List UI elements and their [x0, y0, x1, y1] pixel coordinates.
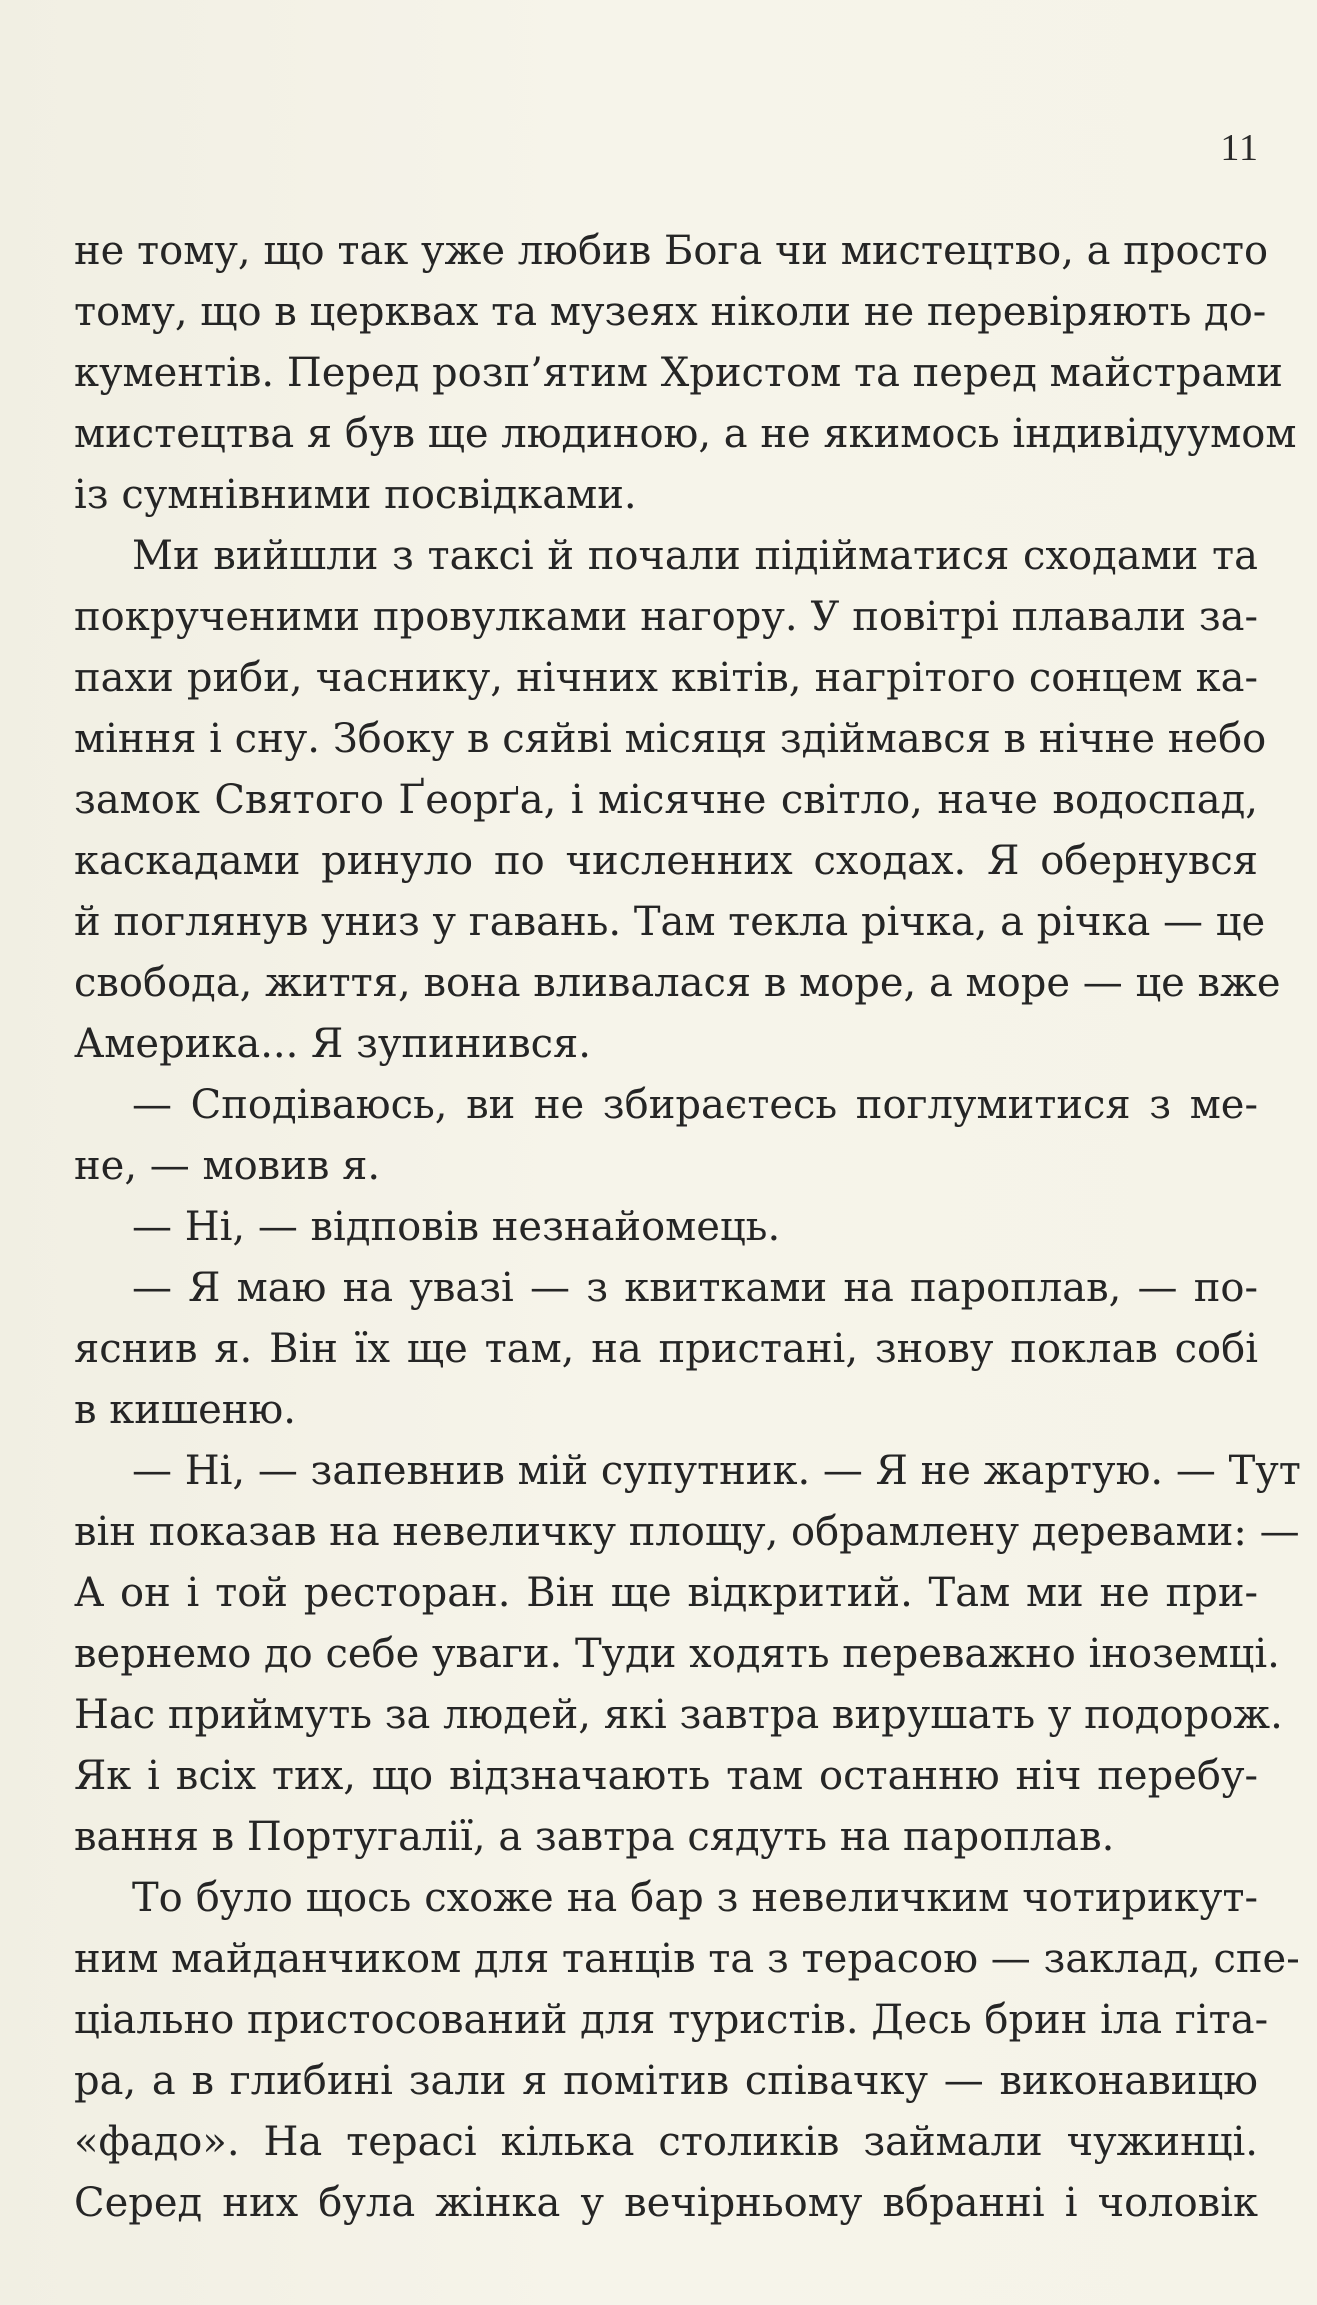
body-text — [74, 221, 1301, 2234]
text-line: мистецтва я був ще людиною, а не якимось індивідуумом — [74, 411, 1297, 457]
text-line: ним майданчиком для танців та з терасою — заклад, спе- — [74, 1936, 1300, 1982]
text-line: із сумнівними посвідками. — [74, 472, 637, 518]
text-line: Америка... Я зупинився. — [74, 1021, 591, 1067]
page-number: 11 — [1220, 127, 1259, 169]
text-line: — Ні, — запевнив мій супутник. — Я не жартую. — Тут — [132, 1448, 1301, 1494]
text-line: — Ні, — відповів незнайомець. — [132, 1204, 781, 1250]
text-line: в кишеню. — [74, 1387, 296, 1433]
text-line: ра, а в глибині зали я помітив співачку — виконавицю — [74, 2058, 1258, 2104]
text-line: яснив я. Він їх ще там, на пристані, знову поклав собі — [74, 1326, 1258, 1372]
text-line: й поглянув униз у гавань. Там текла річка, а річка — це — [74, 899, 1266, 945]
text-line: Серед них була жінка у вечірньому вбранні і чоловік — [74, 2180, 1258, 2226]
text-line: покрученими провулками нагору. У повітрі плавали за- — [74, 594, 1258, 640]
text-line: — Я маю на увазі — з квитками на пароплав, — по- — [132, 1265, 1258, 1311]
text-line: А он і той ресторан. Він ще відкритий. Там ми не при- — [74, 1570, 1258, 1616]
text-line: То було щось схоже на бар з невеличким чотирикут- — [132, 1875, 1258, 1921]
text-line: вання в Португалії, а завтра сядуть на пароплав. — [74, 1814, 1115, 1860]
text-line: пахи риби, часнику, нічних квітів, нагрітого сонцем ка- — [74, 655, 1258, 701]
text-line: кументів. Перед розп’ятим Христом та перед майстрами — [74, 350, 1283, 396]
text-line: не, — мовив я. — [74, 1143, 381, 1189]
text-line: — Сподіваюсь, ви не збираєтесь поглумитися з ме- — [132, 1082, 1258, 1128]
text-line: Нас приймуть за людей, які завтра вирушать у подорож. — [74, 1692, 1283, 1738]
text-line: замок Святого Ґеорґа, і місячне світло, наче водоспад, — [74, 777, 1258, 823]
text-line: він показав на невеличку площу, обрамлену деревами: — — [74, 1509, 1300, 1555]
text-line: свобода, життя, вона вливалася в море, а море — це вже — [74, 960, 1281, 1006]
text-line: Як і всіх тих, що відзначають там останню ніч перебу- — [74, 1753, 1258, 1799]
text-line: Ми вийшли з таксі й почали підійматися сходами та — [132, 533, 1258, 579]
text-line: вернемо до себе уваги. Туди ходять переважно іноземці. — [74, 1631, 1280, 1677]
text-line: каскадами ринуло по численних сходах. Я обернувся — [74, 838, 1258, 884]
text-line: ціально пристосований для туристів. Десь брин іла гіта- — [74, 1997, 1269, 2043]
text-line: міння і сну. Збоку в сяйві місяця здіймався в нічне небо — [74, 716, 1267, 762]
text-line: «фадо». На терасі кілька столиків займали чужинці. — [74, 2119, 1258, 2165]
text-line: не тому, що так уже любив Бога чи мистецтво, а просто — [74, 228, 1269, 274]
text-line: тому, що в церквах та музеях ніколи не перевіряють до- — [74, 289, 1267, 335]
